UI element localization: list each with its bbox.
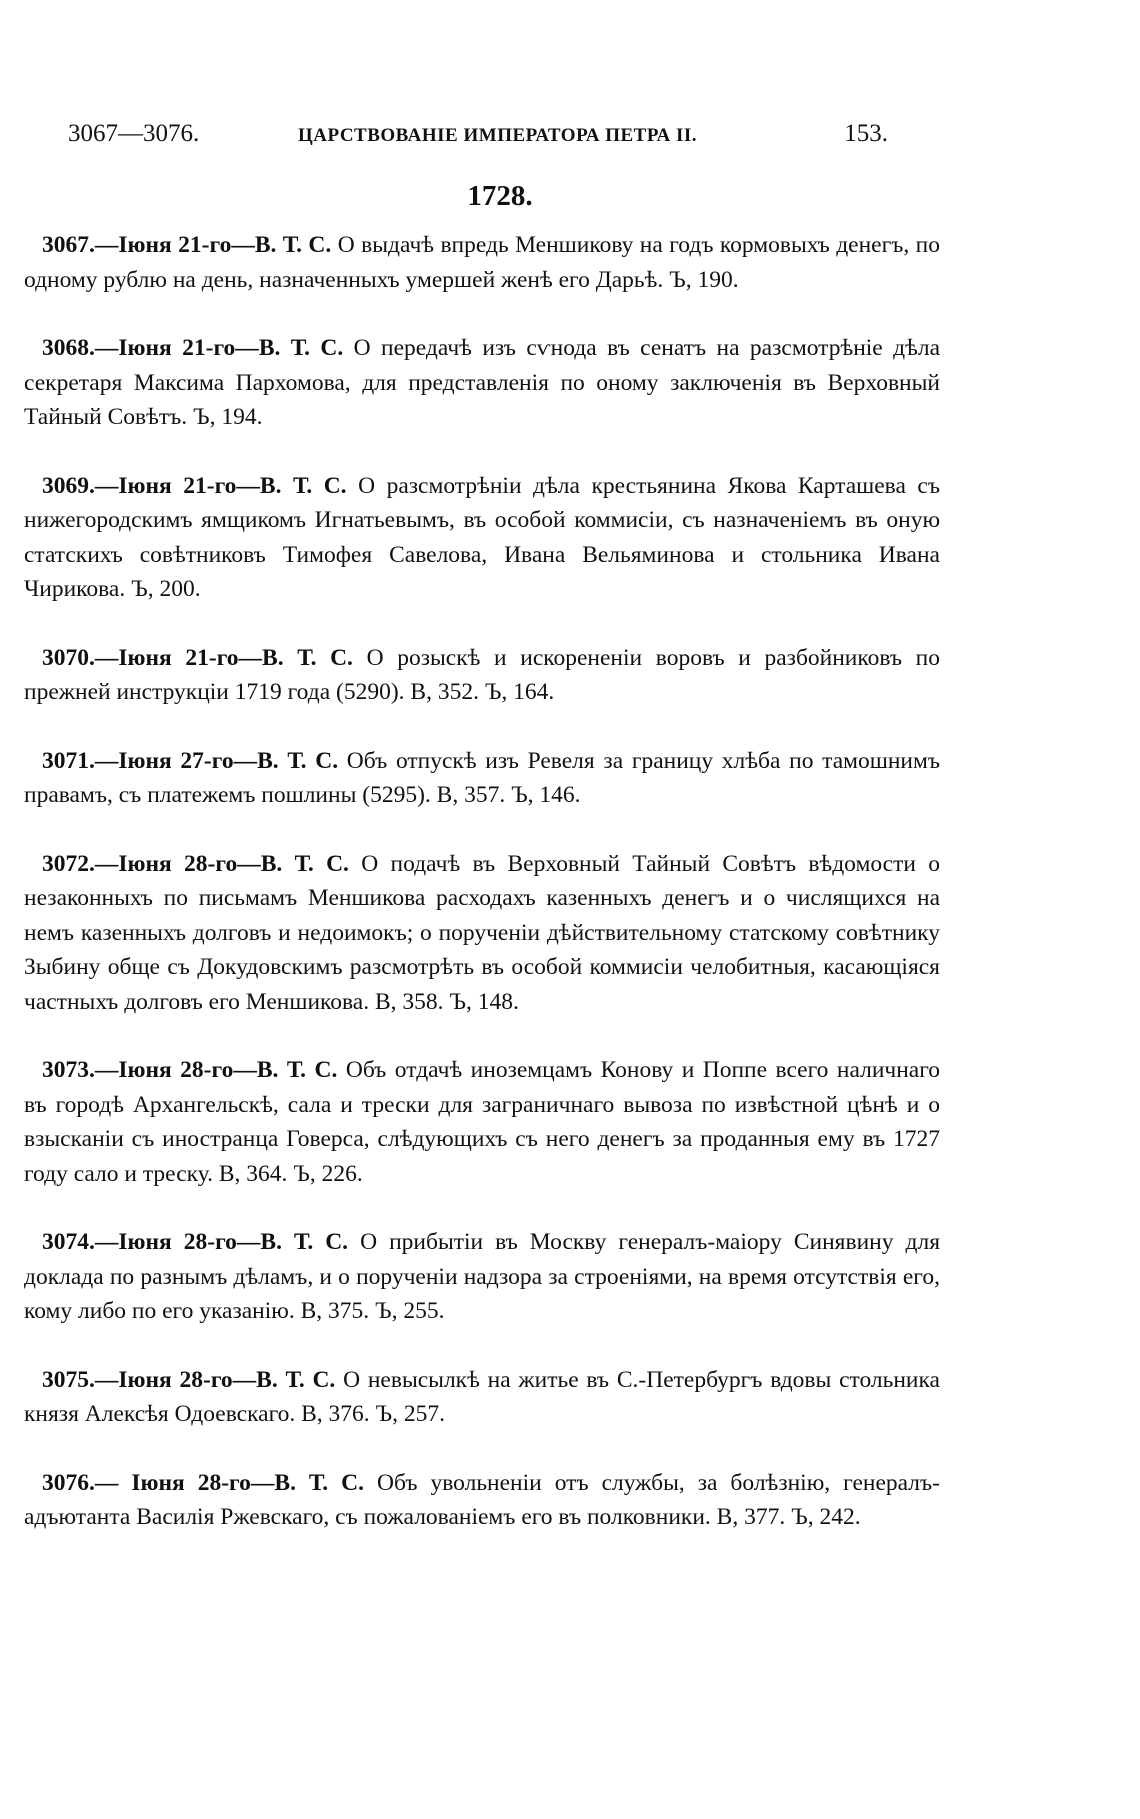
header-entry-range: 3067—3076. (68, 120, 200, 147)
entry-date: —Iюня 21-го— (94, 232, 255, 258)
entry-number: 3075. (42, 1366, 95, 1393)
entry-council: В. Т. С. (259, 472, 347, 499)
entry-number: 3068. (42, 335, 95, 361)
entry-text: О передачѣ изъ сѵнода въ сенатъ на разсмотрѣнiе дѣла секретаря Максима Пархомова, для представленiя по оному заключенiя въ Верховный Тайный Совѣтъ. Ъ, 194. (24, 335, 941, 430)
entry-number: 3074. (42, 1229, 95, 1255)
entry-3072 (24, 847, 940, 1020)
entry-3068 (24, 331, 940, 435)
entry-number: 3067. (42, 232, 95, 258)
entry-number: 3072. (42, 850, 95, 877)
entry-text: О подачѣ въ Верховный Тайный Совѣтъ вѣдомости о незаконныхъ по письмамъ Меншикова расходахъ казенныхъ денегъ и о числящихся на немъ казенныхъ долговъ и недоимокъ; о порученiи дѣйствительному статскому совѣтнику Зыбину обще съ Докудовскимъ разсмотрѣть въ особой коммисiи челобитныя, касающiяся частныхъ долговъ его Меншикова. В, 358. Ъ, 148. (24, 850, 940, 1015)
page-number: 153. (844, 120, 888, 147)
entry-text: О невысылкѣ на житье въ С.-Петербургъ вдовы стольника князя Алексѣя Одоевскаго. В, 376. Ъ, 257. (24, 1366, 940, 1427)
entry-council: В. Т. С. (258, 335, 344, 361)
entry-council: В. Т. С. (256, 1366, 336, 1393)
entry-text: О разсмотрѣнiи дѣла крестьянина Якова Карташева съ нижегородскимъ ямщикомъ Игнатьевымъ, въ особой коммисiи, съ назначенiемъ въ оную статскихъ совѣтниковъ Тимофея Савелова, Ивана Вельяминова и стольника Ивана Чирикова. Ъ, 200. (24, 472, 941, 602)
entry-date: —Iюня 28-го— (94, 1366, 257, 1393)
entry-council: В. Т. С. (274, 1469, 364, 1496)
entry-council: В. Т. С. (256, 1057, 338, 1083)
entry-3070 (24, 641, 940, 710)
entry-3067 (24, 228, 940, 297)
header-title: ЦАРСТВОВАНIЕ ИМПЕРАТОРА ПЕТРА II. (298, 125, 698, 146)
entry-number: 3069. (42, 472, 95, 499)
entry-number: 3073. (42, 1057, 95, 1083)
entry-3074 (24, 1225, 940, 1329)
entry-text: О розыскѣ и искорененiи воровъ и разбойниковъ по прежней инструкцiи 1719 года (5290). В, 352. Ъ, 164. (24, 644, 940, 705)
entry-date: —Iюня 21-го— (94, 644, 263, 671)
entry-council: В. Т. С. (260, 850, 349, 877)
entry-council: В. Т. С. (257, 747, 339, 774)
entry-text: О выдачѣ впредь Меншикову на годъ кормовыхъ денегъ, по одному рублю на день, назначенныхъ умершей женѣ его Дарьѣ. Ъ, 190. (24, 232, 941, 293)
entry-council: В. Т. С. (260, 1229, 349, 1255)
entry-text: Объ отпускѣ изъ Ревеля за границу хлѣба по тамошнимъ правамъ, съ платежемъ пошлины (5295). В, 357. Ъ, 146. (24, 747, 941, 808)
entry-date: —Iюня 21-го— (94, 335, 259, 361)
entry-text: Объ увольненiи отъ службы, за болѣзнiю, генералъ-адъютанта Василiя Ржевскаго, съ пожалованiемъ его въ полковники. В, 377. Ъ, 242. (24, 1469, 940, 1530)
entry-3073 (24, 1053, 940, 1191)
entry-3076 (24, 1466, 940, 1535)
entry-number: 3076. (42, 1469, 95, 1496)
entry-date: —Iюня 21-го— (94, 472, 260, 499)
year-heading: 1728. (467, 180, 533, 212)
entry-date: —Iюня 28-го— (94, 850, 261, 877)
entry-council: В. Т. С. (262, 644, 353, 671)
entry-number: 3071. (42, 747, 95, 774)
entry-date: —Iюня 28-го— (94, 1229, 261, 1255)
entry-3069 (24, 469, 940, 607)
entries-list (24, 228, 940, 1569)
entry-number: 3070. (42, 644, 95, 671)
entry-date: —Iюня 27-го— (94, 747, 258, 774)
entry-text: О прибытiи въ Москву генералъ-маiору Синявину для доклада по разнымъ дѣламъ, и о порученiи надзора за строенiями, на время отсутствiя его, кому либо по его указанiю. В, 375. Ъ, 255. (24, 1229, 941, 1324)
entry-text: Объ отдачѣ иноземцамъ Конову и Поппе всего наличнаго въ городѣ Архангельскѣ, сала и трески для заграничнаго вывоза по извѣстной цѣнѣ и о взысканiи съ иностранца Говерса, слѣдующихъ съ него денегъ за проданныя ему въ 1727 году сало и треску. В, 364. Ъ, 226. (24, 1057, 941, 1187)
running-header (68, 120, 888, 160)
entry-council: В. Т. С. (254, 232, 332, 258)
entry-date: — Iюня 28-го— (94, 1469, 275, 1496)
entry-date: —Iюня 28-го— (94, 1057, 257, 1083)
entry-3071 (24, 744, 940, 813)
entry-3075 (24, 1363, 940, 1432)
